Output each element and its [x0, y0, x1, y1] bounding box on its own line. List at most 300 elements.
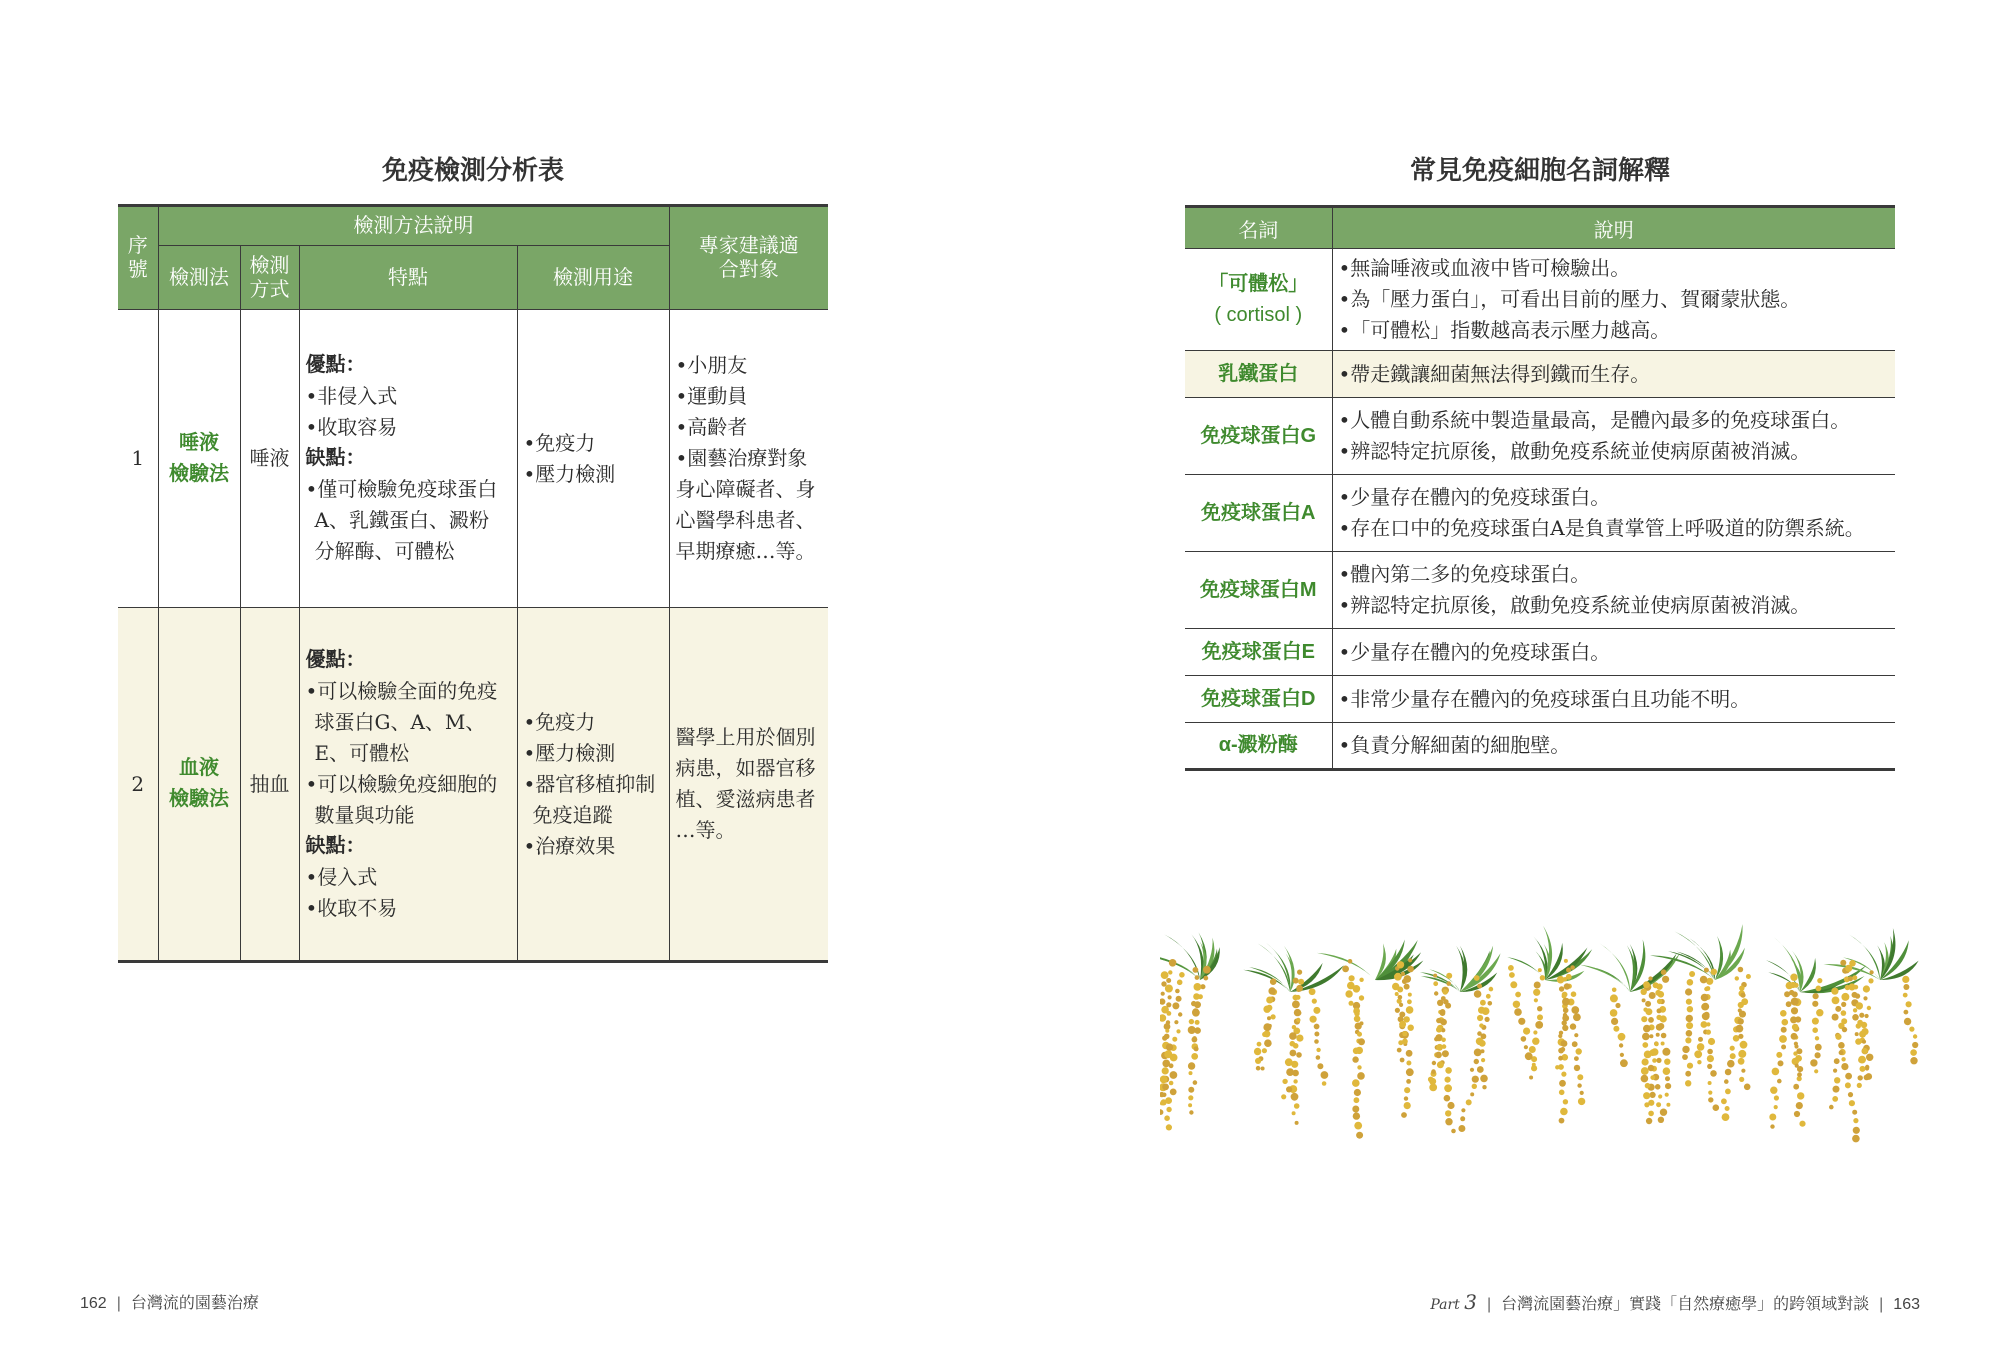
- flower-bud: [1653, 982, 1659, 988]
- flower-bud: [1352, 1106, 1359, 1113]
- flower-bud: [1910, 1049, 1917, 1056]
- flower-bud: [1859, 1031, 1866, 1038]
- flower-bud: [1397, 1048, 1402, 1053]
- flower-bud: [1533, 1030, 1537, 1034]
- flower-bud: [1576, 1048, 1582, 1054]
- flower-bud: [1256, 1066, 1261, 1071]
- flower-bud: [1442, 1050, 1449, 1057]
- flower-bud: [1612, 988, 1617, 993]
- flower-bud: [1738, 967, 1744, 973]
- flower-bud: [1727, 1060, 1735, 1068]
- flower-bud: [1161, 971, 1169, 979]
- flower-bud: [1356, 1132, 1363, 1139]
- flower-bud: [1191, 1053, 1198, 1060]
- flower-bud: [1355, 1023, 1362, 1030]
- flower-bud: [1436, 1027, 1442, 1033]
- header-method: 檢測法: [158, 246, 240, 310]
- flower-bud: [1270, 978, 1277, 985]
- flower-bud: [1560, 1108, 1568, 1116]
- flower-bud: [1685, 1037, 1691, 1043]
- flower-bud: [1774, 1095, 1779, 1100]
- flower-bud: [1314, 1024, 1320, 1030]
- flower-bud: [1708, 1038, 1715, 1045]
- flower-bud: [1815, 1052, 1821, 1058]
- flower-bud: [1853, 1127, 1860, 1134]
- flower-bud: [1286, 1068, 1294, 1076]
- flower-bud: [1701, 1021, 1708, 1028]
- leaf: [1456, 946, 1465, 992]
- flower-bud: [1521, 1036, 1527, 1042]
- flower-bud: [1904, 1018, 1911, 1025]
- chapter-title: 台灣流園藝治療」實踐「自然療癒學」的跨領域對談: [1501, 1296, 1870, 1313]
- flower-bud: [1829, 1105, 1834, 1110]
- leaf: [1580, 965, 1630, 992]
- flower-bud: [1291, 1093, 1299, 1101]
- flower-bud: [1168, 995, 1172, 999]
- right-table-title: 常見免疫細胞名詞解釋: [1409, 155, 1670, 185]
- flower-bud: [1656, 1058, 1661, 1063]
- flower-bud: [1162, 1036, 1167, 1041]
- flower-bud: [1833, 1069, 1837, 1073]
- flower-bud: [1160, 998, 1165, 1004]
- term-igd: 免疫球蛋白D: [1185, 676, 1332, 723]
- term-lactoferrin: 乳鐵蛋白: [1185, 351, 1332, 398]
- row-advice: 醫學上用於個別 病患，如器官移 植、愛滋病患者 …等。: [669, 608, 828, 962]
- flower-bud: [1262, 1032, 1267, 1037]
- flower-bud: [1357, 1032, 1362, 1037]
- flower-bud: [1558, 1048, 1564, 1054]
- flower-bud: [1858, 1056, 1866, 1064]
- flower-bud: [1281, 1094, 1286, 1099]
- flower-bud: [1195, 1020, 1200, 1025]
- flower-bud: [1564, 959, 1568, 963]
- flower-bud: [1354, 1122, 1362, 1130]
- flower-bud: [1533, 989, 1540, 996]
- flower-bud: [1164, 1050, 1172, 1058]
- flower-bud: [1848, 1092, 1853, 1097]
- flower-bud: [1482, 1085, 1486, 1089]
- flower-bud: [1724, 1079, 1729, 1084]
- flower-bud: [1296, 988, 1300, 992]
- flower-bud: [1359, 978, 1363, 982]
- flower-bud: [1261, 1067, 1265, 1071]
- flower-bud: [1610, 994, 1618, 1002]
- flower-bud: [1782, 1019, 1789, 1026]
- flower-bud: [1686, 1022, 1693, 1029]
- flower-bud: [1203, 966, 1211, 974]
- flower-bud: [1477, 984, 1482, 989]
- hanging-orchid-illustration: [1160, 910, 1920, 1150]
- flower-bud: [1290, 1041, 1296, 1047]
- flower-bud: [1835, 1034, 1841, 1040]
- flower-bud: [1262, 1048, 1267, 1053]
- flower-bud: [1661, 1033, 1667, 1039]
- row-features: 優點： •非侵入式 •收取容易 缺點： •僅可檢驗免疫球蛋白 A、乳鐵蛋白、澱粉 分解酶、可體松: [299, 310, 517, 608]
- flower-bud: [1912, 1042, 1918, 1048]
- flower-bud: [1657, 1008, 1662, 1013]
- flower-bud: [1166, 1043, 1173, 1050]
- flower-bud: [1792, 1024, 1799, 1031]
- term-ige: 免疫球蛋白E: [1185, 629, 1332, 676]
- flower-bud: [1790, 1016, 1797, 1023]
- flower-bud: [1437, 1061, 1444, 1068]
- flower-bud: [1645, 1083, 1651, 1089]
- flower-bud: [1193, 967, 1199, 973]
- flower-bud: [1191, 1001, 1196, 1006]
- flower-bud: [1395, 1008, 1400, 1013]
- flower-bud: [1790, 974, 1797, 981]
- flower-bud: [1188, 1026, 1196, 1034]
- row-features: 優點： •可以檢驗全面的免疫 球蛋白G、A、M、 E、可體松 •可以檢驗免疫細胞的 數量與功能 缺點： •侵入式 •收取不易: [299, 608, 517, 962]
- flower-bud: [1195, 975, 1200, 980]
- flower-bud: [1730, 1046, 1735, 1051]
- immune-cell-glossary-table: [1185, 205, 1895, 771]
- flower-bud: [1573, 1013, 1581, 1021]
- flower-bud: [1644, 1102, 1649, 1107]
- flower-bud: [1660, 1015, 1667, 1022]
- table-row: [1185, 351, 1895, 398]
- flower-bud: [1642, 1033, 1650, 1041]
- flower-bud: [1791, 1033, 1798, 1040]
- flower-bud: [1562, 998, 1570, 1006]
- flower-bud: [1566, 968, 1571, 973]
- flower-bud: [1697, 1043, 1705, 1051]
- row-way: 唾液: [240, 310, 299, 608]
- flower-bud: [1194, 1046, 1199, 1051]
- flower-bud: [1841, 1057, 1845, 1061]
- flower-bud: [1656, 1033, 1660, 1037]
- flower-bud: [1797, 1092, 1804, 1099]
- table-row: [1185, 552, 1895, 629]
- flower-bud: [1658, 1117, 1664, 1123]
- flower-bud: [1904, 1010, 1909, 1015]
- term-description: •少量存在體內的免疫球蛋白。: [1332, 629, 1895, 676]
- flower-bud: [1529, 1076, 1533, 1080]
- flower-bud: [1700, 976, 1708, 984]
- row-method: 唾液 檢驗法: [158, 310, 240, 608]
- flower-bud: [1794, 1111, 1800, 1117]
- page-number-left: 162: [80, 1295, 107, 1312]
- flower-bud: [1613, 1026, 1619, 1032]
- flower-bud: [1641, 1075, 1649, 1083]
- flower-bud: [1867, 1006, 1871, 1010]
- flower-bud: [1172, 1037, 1177, 1042]
- flower-bud: [1160, 1014, 1166, 1022]
- flower-bud: [1162, 1060, 1170, 1068]
- flower-bud: [1166, 1107, 1171, 1112]
- flower-bud: [1402, 1039, 1408, 1045]
- flower-bud: [1570, 1023, 1576, 1029]
- flower-bud: [1537, 1006, 1542, 1011]
- flower-bud: [1711, 969, 1717, 975]
- flower-bud: [1271, 1014, 1276, 1019]
- flower-bud: [1852, 1135, 1860, 1143]
- flower-bud: [1313, 1007, 1320, 1014]
- flower-bud: [1562, 1015, 1569, 1022]
- flower-bud: [1189, 1110, 1193, 1114]
- flower-bud: [1812, 1018, 1819, 1025]
- flower-bud: [1160, 1076, 1168, 1084]
- flower-bud: [1813, 993, 1819, 999]
- flower-bud: [1294, 1009, 1301, 1016]
- flower-bud: [1738, 1018, 1744, 1024]
- flower-bud: [1515, 992, 1521, 998]
- flower-bud: [1398, 995, 1403, 1000]
- flower-bud: [1397, 987, 1403, 993]
- flower-bud: [1786, 982, 1793, 989]
- flower-bud: [1188, 1062, 1195, 1069]
- flower-bud: [1849, 1100, 1855, 1106]
- flower-bud: [1610, 1009, 1618, 1017]
- flower-bud: [1472, 1076, 1479, 1083]
- part-label: Part: [1430, 1297, 1460, 1313]
- flower-bud: [1166, 978, 1171, 983]
- flower-bud: [1853, 985, 1858, 990]
- flower-bud: [1558, 1034, 1562, 1038]
- flower-bud: [1461, 1108, 1465, 1112]
- flower-bud: [1816, 986, 1822, 992]
- flower-bud: [1295, 1121, 1299, 1125]
- flower-bud: [1713, 1104, 1720, 1111]
- flower-bud: [1641, 989, 1647, 995]
- flower-bud: [1513, 1001, 1520, 1008]
- flower-bud: [1347, 982, 1355, 990]
- flower-bud: [1910, 1057, 1917, 1064]
- flower-bud: [1445, 1110, 1451, 1116]
- flower-bud: [1166, 1020, 1170, 1024]
- flower-bud: [1770, 1087, 1777, 1094]
- flower-bud: [1580, 1091, 1584, 1095]
- flower-bud: [1832, 1014, 1839, 1021]
- flower-bud: [1352, 1079, 1360, 1087]
- flower-bud: [1177, 980, 1183, 986]
- table-row: [1185, 629, 1895, 676]
- flower-bud: [1508, 965, 1514, 971]
- flower-bud: [1268, 987, 1275, 994]
- flower-bud: [1649, 992, 1656, 999]
- header-features: 特點: [299, 246, 517, 310]
- flower-bud: [1643, 1025, 1651, 1033]
- flower-bud: [1510, 981, 1517, 988]
- header-way: 檢測方式: [240, 246, 299, 310]
- book-title: 台灣流的園藝治療: [130, 1295, 259, 1312]
- flower-bud: [1404, 1102, 1411, 1109]
- flower-bud: [1642, 1042, 1648, 1048]
- flower-bud: [1358, 1038, 1365, 1045]
- flower-bud: [1710, 1070, 1717, 1077]
- flower-bud: [1799, 1121, 1805, 1127]
- flower-bud: [1189, 1019, 1194, 1024]
- term-description: •非常少量存在體內的免疫球蛋白且功能不明。: [1332, 676, 1895, 723]
- flower-bud: [1257, 1042, 1262, 1047]
- term-cortisol: 「可體松」 ( cortisol ): [1185, 249, 1332, 351]
- flower-bud: [1817, 978, 1822, 983]
- row-usage: •免疫力 •壓力檢測: [517, 310, 669, 608]
- flower-bud: [1906, 1001, 1912, 1007]
- flower-bud: [1321, 1071, 1329, 1079]
- flower-bud: [1406, 1006, 1414, 1014]
- flower-bud: [1841, 1002, 1846, 1007]
- flower-bud: [1296, 1035, 1303, 1042]
- flower-bud: [1401, 1112, 1407, 1118]
- flower-bud: [1399, 1021, 1406, 1028]
- flower-bud: [1408, 958, 1412, 962]
- footer-left: 162 | 台灣流的園藝治療: [80, 1295, 259, 1312]
- flower-bud: [1345, 990, 1352, 997]
- flower-bud: [1559, 1090, 1565, 1096]
- flower-bud: [1254, 1048, 1261, 1055]
- flower-bud: [1406, 1050, 1413, 1057]
- flower-bud: [1736, 1025, 1744, 1033]
- flower-bud: [1618, 1033, 1626, 1041]
- flower-bud: [1563, 1008, 1569, 1014]
- table-row: [1185, 676, 1895, 723]
- flower-bud: [1648, 1065, 1654, 1071]
- flower-bud: [1721, 1098, 1727, 1104]
- flower-bud: [1574, 1056, 1579, 1061]
- flower-bud: [1706, 1030, 1711, 1035]
- flower-bud: [1866, 1054, 1873, 1061]
- flower-bud: [1859, 1013, 1864, 1018]
- flower-bud: [1642, 1058, 1649, 1065]
- flower-bud: [1643, 1008, 1647, 1012]
- flower-bud: [1431, 1069, 1436, 1074]
- flower-bud: [1394, 973, 1402, 981]
- term-description: •人體自動系統中製造量最高，是體內最多的免疫球蛋白。 •辨認特定抗原後，啟動免疫系統並使病原菌被消滅。: [1332, 398, 1895, 475]
- flower-bud: [1852, 975, 1857, 980]
- flower-bud: [1400, 1058, 1405, 1063]
- term-igg: 免疫球蛋白G: [1185, 398, 1332, 475]
- flower-bud: [1292, 1025, 1296, 1029]
- flower-bud: [1903, 993, 1908, 998]
- flower-bud: [1815, 1036, 1819, 1040]
- flower-bud: [1316, 1048, 1320, 1052]
- flower-bud: [1476, 1038, 1484, 1046]
- flower-bud: [1342, 966, 1349, 973]
- flower-bud: [1263, 1006, 1270, 1013]
- flower-bud: [1444, 1084, 1452, 1092]
- flower-bud: [1738, 1050, 1746, 1058]
- flower-bud: [1170, 1071, 1178, 1079]
- flower-bud: [1407, 966, 1414, 973]
- flower-bud: [1293, 978, 1299, 984]
- flower-bud: [1477, 1066, 1484, 1073]
- flower-bud: [1578, 1098, 1585, 1105]
- flower-bud: [1292, 1001, 1300, 1009]
- flower-bud: [1814, 1069, 1818, 1073]
- flower-bud: [1165, 1029, 1169, 1033]
- flower-bud: [1563, 977, 1567, 981]
- term-description: •帶走鐵讓細菌無法得到鐵而生存。: [1332, 351, 1895, 398]
- flower-bud: [1470, 1092, 1474, 1096]
- flower-bud: [1292, 1111, 1296, 1115]
- flower-bud: [1169, 1081, 1174, 1086]
- flower-bud: [1406, 1079, 1411, 1084]
- flower-bud: [1514, 1008, 1522, 1016]
- flower-bud: [1518, 1018, 1525, 1025]
- flower-bud: [1741, 1069, 1745, 1073]
- flower-bud: [1855, 1032, 1859, 1036]
- flower-bud: [1406, 1061, 1411, 1066]
- flower-bud: [1178, 1012, 1182, 1016]
- flower-bud: [1296, 1018, 1300, 1022]
- flower-bud: [1722, 1113, 1730, 1121]
- flower-bud: [1685, 1071, 1691, 1077]
- flower-bud: [1831, 988, 1838, 995]
- flower-bud: [1686, 1030, 1693, 1037]
- flower-bud: [1862, 1048, 1868, 1054]
- flower-bud: [1474, 975, 1480, 981]
- flower-bud: [1701, 994, 1709, 1002]
- flower-bud: [1474, 1049, 1482, 1057]
- flower-bud: [1263, 1023, 1271, 1031]
- flower-bud: [1865, 1073, 1872, 1080]
- flower-bud: [1534, 998, 1538, 1002]
- flower-bud: [1652, 1058, 1657, 1063]
- flower-bud: [1166, 1002, 1171, 1007]
- flower-bud: [1781, 1045, 1786, 1050]
- flower-bud: [1832, 997, 1840, 1005]
- flower-bud: [1563, 1099, 1568, 1104]
- flower-bud: [1428, 1077, 1434, 1083]
- flower-bud: [1685, 988, 1692, 995]
- flower-bud: [1316, 1055, 1321, 1060]
- flower-bud: [1682, 1046, 1689, 1053]
- flower-bud: [1194, 983, 1202, 991]
- flower-bud: [1791, 998, 1799, 1006]
- flower-bud: [1293, 1079, 1297, 1083]
- flower-bud: [1562, 1025, 1568, 1031]
- flower-bud: [1615, 1003, 1620, 1008]
- flower-bud: [1445, 1077, 1451, 1083]
- term-description: •少量存在體內的免疫球蛋白。 •存在口中的免疫球蛋白A是負責掌管上呼吸道的防禦系統。: [1332, 475, 1895, 552]
- flower-bud: [1796, 1102, 1803, 1109]
- flower-bud: [1619, 1043, 1623, 1047]
- flower-bud: [1470, 1068, 1474, 1072]
- flower-bud: [1651, 1048, 1658, 1055]
- flower-bud: [1442, 989, 1448, 995]
- flower-bud: [1856, 1002, 1863, 1009]
- flower-bud: [1660, 1109, 1667, 1116]
- flower-bud: [1164, 1069, 1168, 1073]
- flower-bud: [1862, 1040, 1866, 1044]
- flower-bud: [1509, 972, 1515, 978]
- table-row: [118, 310, 828, 608]
- flower-bud: [1812, 1001, 1818, 1007]
- flower-bud: [1746, 974, 1751, 979]
- flower-bud: [1643, 981, 1650, 988]
- flower-bud: [1559, 986, 1564, 991]
- flower-bud: [1441, 1038, 1446, 1043]
- flower-bud: [1395, 992, 1399, 996]
- flower-bud: [1642, 998, 1646, 1002]
- flower-bud: [1853, 1008, 1857, 1012]
- flower-bud: [1852, 1014, 1859, 1021]
- flower-bud: [1779, 1035, 1787, 1043]
- flower-bud: [1841, 1010, 1847, 1016]
- flower-bud: [1188, 1095, 1193, 1100]
- table-row: [1185, 249, 1895, 351]
- flower-bud: [1841, 993, 1849, 1001]
- flower-bud: [1853, 1118, 1858, 1123]
- flower-bud: [1192, 1008, 1199, 1015]
- flower-bud: [1289, 1032, 1297, 1040]
- flower-bud: [1574, 1033, 1578, 1037]
- flower-bud: [1834, 1077, 1840, 1083]
- flower-bud: [1842, 1027, 1847, 1032]
- flower-bud: [1649, 1034, 1653, 1038]
- flower-bud: [1706, 1022, 1710, 1026]
